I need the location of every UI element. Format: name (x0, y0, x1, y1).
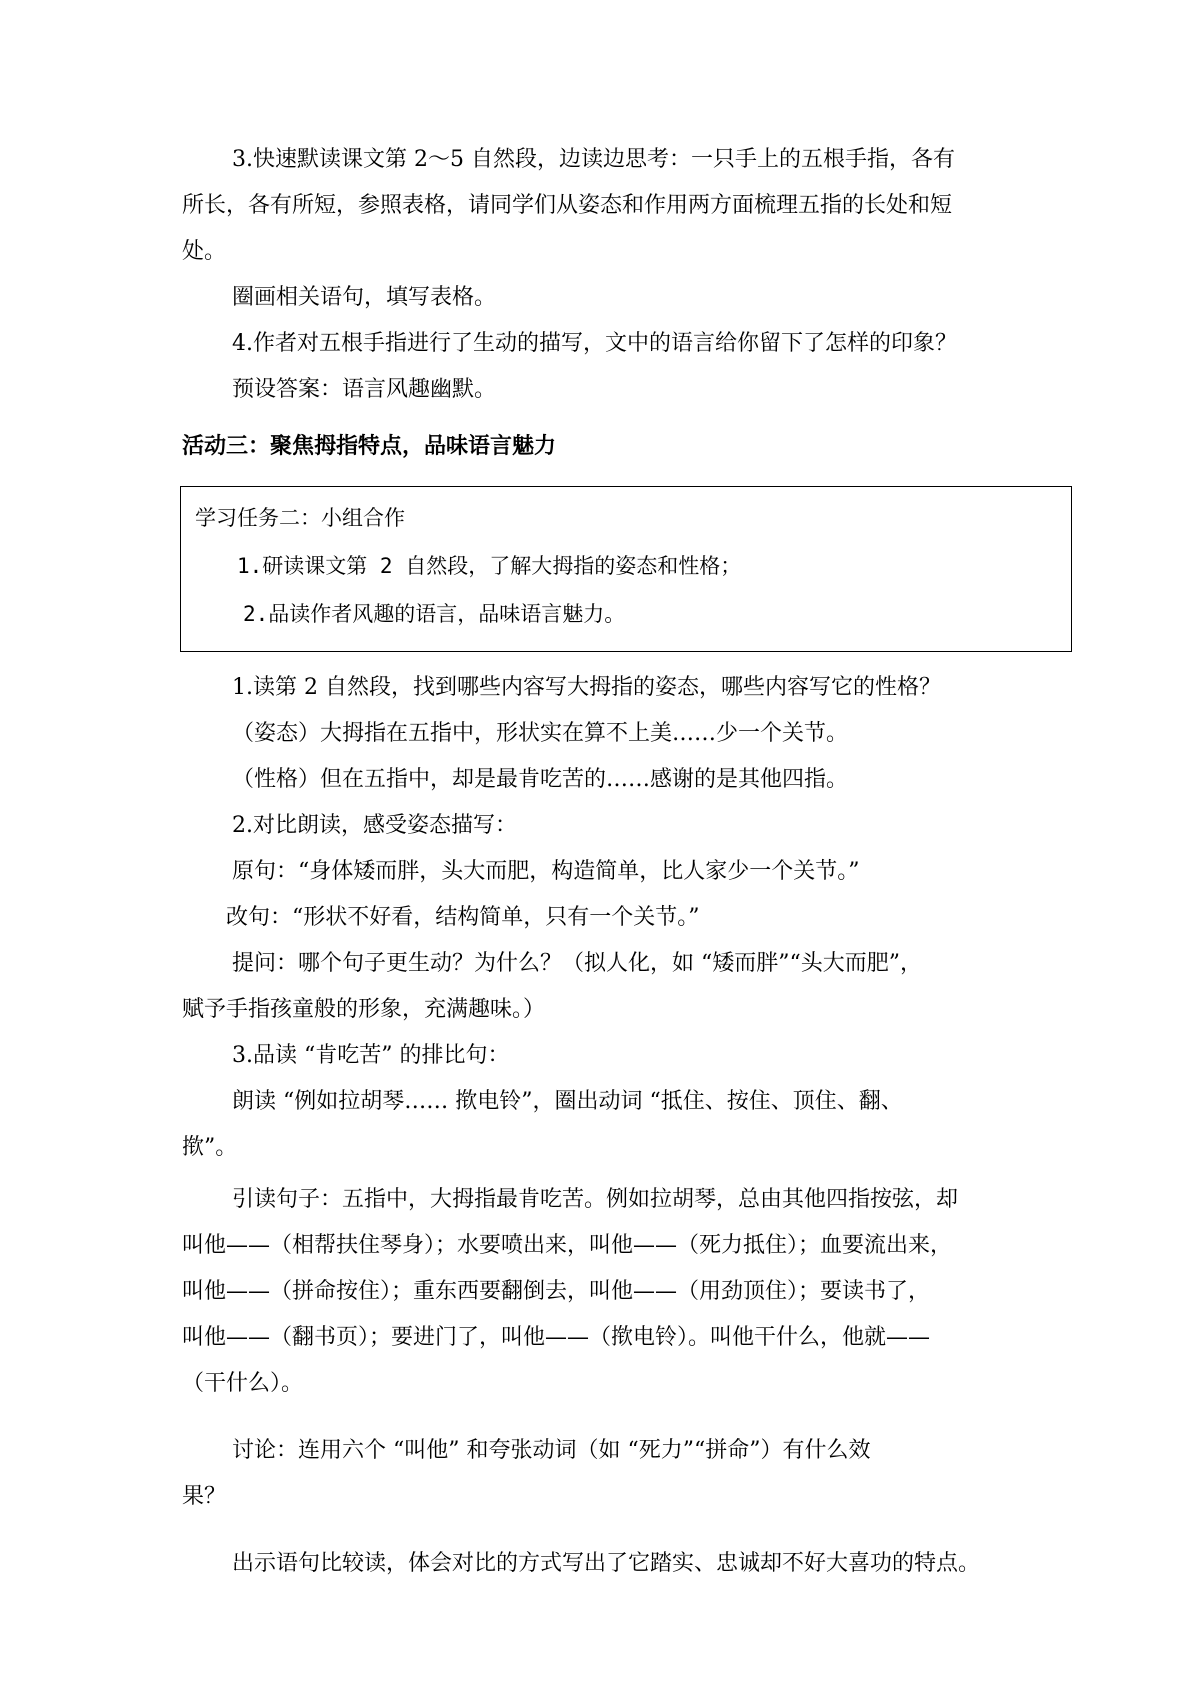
paragraph-line: 2.对比朗读，感受姿态描写： (232, 813, 517, 838)
paragraph-line: 引读句子：五指中，大拇指最肯吃苦。例如拉胡琴，总由其他四指按弦，却 (232, 1187, 959, 1212)
paragraph-line: 朗读 “例如拉胡琴…… 揿电铃”，圈出动词 “抵住、按住、顶住、翻、 (232, 1089, 903, 1114)
paragraph-line: 3.快速默读课文第 2～5 自然段，边读边思考：一只手上的五根手指，各有 (232, 147, 955, 172)
paragraph-line: 叫他——（相帮扶住琴身）；水要喷出来，叫他——（死力抵住）；血要流出来， (182, 1233, 953, 1258)
paragraph-line: 讨论：连用六个 “叫他” 和夸张动词（如 “死力”“拼命”）有什么效 (232, 1438, 871, 1463)
section-heading: 活动三：聚焦拇指特点，品味语言魅力 (182, 434, 557, 459)
paragraph-line: 出示语句比较读，体会对比的方式写出了它踏实、忠诚却不好大喜功的特点。 (232, 1551, 981, 1576)
task-item: 2.品读作者风趣的语言，品味语言魅力。 (243, 602, 626, 626)
task-item: 1.研读课文第 2 自然段，了解大拇指的姿态和性格； (237, 554, 742, 578)
paragraph-line: 原句：“身体矮而胖，头大而肥，构造简单，比人家少一个关节。” (232, 859, 860, 884)
task-title: 学习任务二：小组合作 (195, 506, 405, 530)
paragraph-line: 处。 (182, 239, 227, 264)
paragraph-line: 圈画相关语句，填写表格。 (232, 285, 497, 310)
paragraph-line: 预设答案：语言风趣幽默。 (232, 377, 497, 402)
paragraph-line: （姿态）大拇指在五指中，形状实在算不上美……少一个关节。 (232, 721, 849, 746)
paragraph-line: 所长，各有所短，参照表格，请同学们从姿态和作用两方面梳理五指的长处和短 (182, 193, 953, 218)
paragraph-line: （干什么）。 (182, 1371, 304, 1396)
paragraph-line: 提问：哪个句子更生动？为什么？（拟人化，如 “矮而胖”“头大而肥”， (232, 951, 922, 976)
paragraph-line: 果？ (182, 1484, 227, 1509)
paragraph-line: （性格）但在五指中，却是最肯吃苦的……感谢的是其他四指。 (232, 767, 849, 792)
paragraph-line: 1.读第 2 自然段，找到哪些内容写大拇指的姿态，哪些内容写它的性格？ (232, 675, 941, 700)
paragraph-line: 叫他——（翻书页）；要进门了，叫他——（揿电铃）。叫他干什么，他就—— (182, 1325, 931, 1350)
paragraph-line: 4.作者对五根手指进行了生动的描写，文中的语言给你留下了怎样的印象？ (232, 331, 957, 356)
paragraph-line: 赋予手指孩童般的形象，充满趣味。） (182, 997, 546, 1022)
paragraph-line: 揿”。 (182, 1135, 238, 1160)
task-box (180, 486, 1072, 652)
paragraph-line: 叫他——（拼命按住）；重东西要翻倒去，叫他——（用劲顶住）；要读书了， (182, 1279, 931, 1304)
paragraph-line: 改句：“形状不好看，结构简单，只有一个关节。” (226, 905, 700, 930)
paragraph-line: 3.品读 “肯吃苦” 的排比句： (232, 1043, 510, 1068)
